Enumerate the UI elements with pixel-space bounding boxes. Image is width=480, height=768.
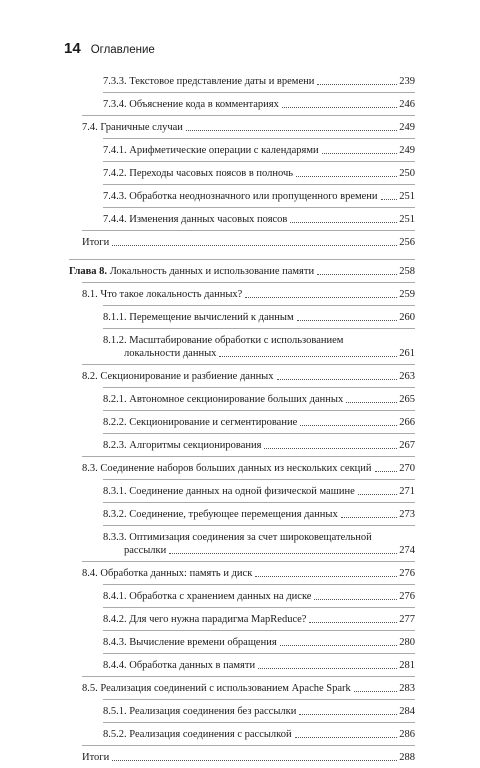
dot-leader <box>375 471 398 472</box>
dot-leader <box>112 245 397 246</box>
entry-page-number: 265 <box>399 393 415 405</box>
entry-page-number: 261 <box>399 347 415 359</box>
toc-entry[interactable] <box>0 207 480 230</box>
entry-page-number: 263 <box>399 370 415 382</box>
toc-entry[interactable] <box>0 328 480 364</box>
entry-title: 8.5. Реализация соединений с использованием Apache Spark <box>82 682 351 694</box>
dot-leader <box>341 517 398 518</box>
entry-page-number: 267 <box>399 439 415 451</box>
entry-page-number: 276 <box>399 567 415 579</box>
entry-title: 8.1.2. Масштабирование обработки с использованием <box>103 334 344 346</box>
page-number: 14 <box>64 40 81 57</box>
entry-title: 8.4.3. Вычисление времени обращения <box>103 636 277 648</box>
entry-title: 8.2.3. Алгоритмы секционирования <box>103 439 262 451</box>
dot-leader <box>300 425 397 426</box>
dot-leader <box>255 576 397 577</box>
entry-title: 8.2. Секционирование и разбиение данных <box>82 370 274 382</box>
toc-entry[interactable] <box>0 387 480 410</box>
entry-page-number: 249 <box>399 121 415 133</box>
entry-title: 8.1. Что такое локальность данных? <box>82 288 243 300</box>
toc-entry[interactable] <box>0 584 480 607</box>
entry-page-number: 286 <box>399 728 415 740</box>
toc-entry[interactable] <box>0 364 480 387</box>
toc-entry[interactable] <box>0 456 480 479</box>
dot-leader <box>322 153 398 154</box>
entry-page-number: 288 <box>399 751 415 763</box>
dot-leader <box>282 107 397 108</box>
toc-entry[interactable] <box>0 305 480 328</box>
entry-title: 8.4.2. Для чего нужна парадигма MapReduce? <box>103 613 307 625</box>
dot-leader <box>295 737 398 738</box>
toc-entry[interactable] <box>0 92 480 115</box>
chapter-number: Глава 8. <box>69 265 108 277</box>
toc-entry[interactable] <box>0 699 480 722</box>
dot-leader <box>112 760 397 761</box>
toc-entry[interactable] <box>0 138 480 161</box>
entry-page-number: 274 <box>399 544 415 556</box>
dot-leader <box>346 402 397 403</box>
entry-title: Итоги <box>82 751 110 763</box>
dot-leader <box>317 274 397 275</box>
entry-title: 8.4. Обработка данных: память и диск <box>82 567 253 579</box>
entry-title: 8.3.2. Соединение, требующее перемещения данных <box>103 508 338 520</box>
dot-leader <box>381 199 398 200</box>
entry-page-number: 250 <box>399 167 415 179</box>
dot-leader <box>258 668 397 669</box>
dot-leader <box>277 379 398 380</box>
entry-page-number: 270 <box>399 462 415 474</box>
entry-title-continuation: рассылки <box>124 544 167 556</box>
dot-leader <box>297 320 398 321</box>
dot-leader <box>264 448 397 449</box>
dot-leader <box>309 622 397 623</box>
entry-title: 7.4.2. Переходы часовых поясов в полночь <box>103 167 294 179</box>
toc-entry[interactable] <box>0 184 480 207</box>
entry-title: 8.5.1. Реализация соединения без рассылки <box>103 705 297 717</box>
entry-page-number: 246 <box>399 98 415 110</box>
toc-entry[interactable] <box>0 502 480 525</box>
toc-entry[interactable] <box>0 433 480 456</box>
toc-entry[interactable] <box>0 230 480 253</box>
entry-page-number: 251 <box>399 213 415 225</box>
dot-leader <box>296 176 397 177</box>
toc-entry[interactable] <box>0 745 480 768</box>
entry-page-number: 284 <box>399 705 415 717</box>
toc-entry[interactable] <box>0 525 480 561</box>
entry-title: 8.3.1. Соединение данных на одной физической машине <box>103 485 355 497</box>
dot-leader <box>299 714 397 715</box>
entry-title: Глава 8. Локальность данных и использование памяти <box>69 265 315 277</box>
dot-leader <box>354 691 397 692</box>
entry-page-number: 277 <box>399 613 415 625</box>
entry-title: 8.4.1. Обработка с хранением данных на диске <box>103 590 312 602</box>
entry-title: 7.3.3. Текстовое представление даты и времени <box>103 75 315 87</box>
entry-page-number: 276 <box>399 590 415 602</box>
page-header <box>64 40 155 57</box>
entry-title: 7.4.1. Арифметические операции с календарями <box>103 144 319 156</box>
entry-page-number: 271 <box>399 485 415 497</box>
entry-title: 8.4.4. Обработка данных в памяти <box>103 659 256 671</box>
dot-leader <box>186 130 397 131</box>
entry-page-number: 239 <box>399 75 415 87</box>
toc-entry[interactable] <box>0 653 480 676</box>
entry-title: 8.2.1. Автономное секционирование больших данных <box>103 393 344 405</box>
entry-title: 7.4.4. Изменения данных часовых поясов <box>103 213 288 225</box>
toc-entry[interactable] <box>0 282 480 305</box>
entry-page-number: 266 <box>399 416 415 428</box>
toc-entry[interactable] <box>0 479 480 502</box>
toc-entry[interactable] <box>0 722 480 745</box>
entry-page-number: 280 <box>399 636 415 648</box>
entry-title: 8.5.2. Реализация соединения с рассылкой <box>103 728 292 740</box>
entry-title-continuation: локальности данных <box>124 347 217 359</box>
entry-page-number: 283 <box>399 682 415 694</box>
entry-page-number: 251 <box>399 190 415 202</box>
entry-page-number: 281 <box>399 659 415 671</box>
toc-entry[interactable] <box>0 259 480 282</box>
entry-page-number: 259 <box>399 288 415 300</box>
entry-title: 8.2.2. Секционирование и сегментирование <box>103 416 298 428</box>
toc-entry[interactable] <box>0 607 480 630</box>
dot-leader <box>290 222 397 223</box>
dot-leader <box>314 599 397 600</box>
entry-page-number: 256 <box>399 236 415 248</box>
entry-page-number: 273 <box>399 508 415 520</box>
dot-leader <box>280 645 398 646</box>
entry-title: 8.1.1. Перемещение вычислений к данным <box>103 311 294 323</box>
dot-leader <box>219 356 397 357</box>
toc-entry[interactable] <box>0 70 480 92</box>
entry-title: 7.3.4. Объяснение кода в комментариях <box>103 98 279 110</box>
toc-entry[interactable] <box>0 115 480 138</box>
dot-leader <box>358 494 398 495</box>
entry-page-number: 258 <box>399 265 415 277</box>
toc-entry[interactable] <box>0 561 480 584</box>
entry-title: Итоги <box>82 236 110 248</box>
dot-leader <box>169 553 397 554</box>
entry-page-number: 249 <box>399 144 415 156</box>
dot-leader <box>317 84 397 85</box>
table-of-contents <box>0 70 480 768</box>
toc-entry[interactable] <box>0 410 480 433</box>
dot-leader <box>245 297 397 298</box>
entry-title: 8.3.3. Оптимизация соединения за счет широковещательной <box>103 531 372 543</box>
running-title: Оглавление <box>90 44 155 56</box>
entry-page-number: 260 <box>399 311 415 323</box>
entry-title: 7.4. Граничные случаи <box>82 121 183 133</box>
toc-entry[interactable] <box>0 161 480 184</box>
entry-title: 8.3. Соединение наборов больших данных из нескольких секций <box>82 462 372 474</box>
toc-entry[interactable] <box>0 676 480 699</box>
entry-title: 7.4.3. Обработка неоднозначного или пропущенного времени <box>103 190 378 202</box>
